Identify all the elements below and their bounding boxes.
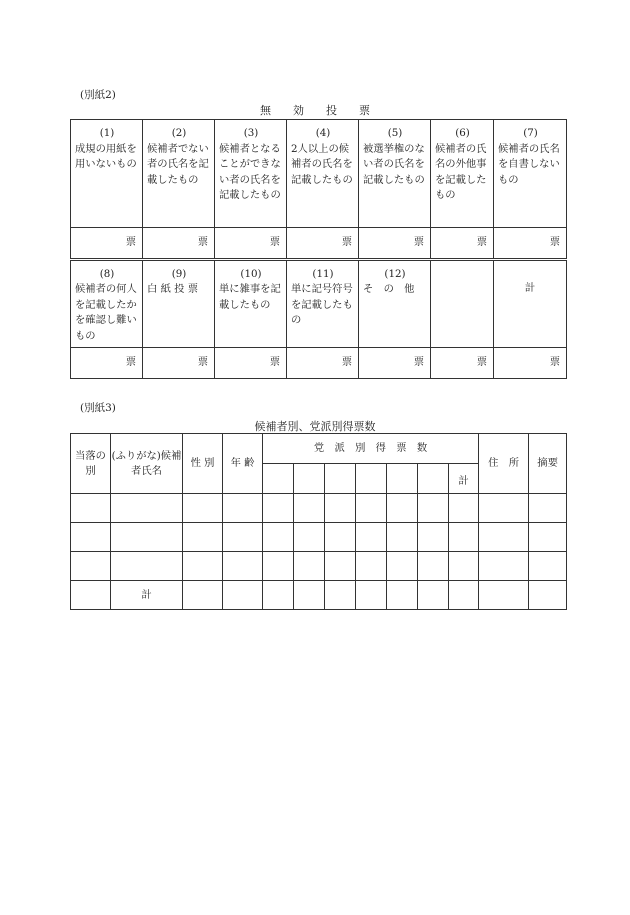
sheet3-label: (別紙3)	[80, 402, 116, 414]
total-label: 計	[111, 581, 183, 610]
table-row	[71, 523, 567, 552]
vote-cell: 票	[71, 228, 143, 259]
header-gender: 性 別	[183, 434, 223, 494]
category-cell: (8) 候補者の何人を記載したかを確認し難いもの	[71, 259, 143, 347]
vote-cell: 票	[215, 228, 287, 259]
category-cell: (5) 被選挙権のない者の氏名を記載したもの	[359, 120, 431, 228]
header-address: 住 所	[479, 434, 529, 494]
sheet2-title: 無 効 投 票	[260, 104, 370, 117]
header-status: 当落の別	[71, 434, 111, 494]
category-cell-empty	[431, 259, 494, 347]
party-column	[387, 464, 418, 494]
party-column	[418, 464, 449, 494]
total-row	[71, 581, 567, 610]
category-row-1	[71, 120, 567, 228]
party-column	[356, 464, 387, 494]
total-label: 計	[494, 259, 567, 347]
sheet3-title: 候補者別、党派別得票数	[254, 420, 376, 433]
invalid-votes-table	[70, 119, 567, 379]
category-cell: (3) 候補者となることができない者の氏名を記載したもの	[215, 120, 287, 228]
header-name: (ふりがな)候補者氏名	[111, 434, 183, 494]
vote-cell: 票	[494, 347, 567, 378]
vote-count-row-2	[71, 347, 567, 378]
party-column	[294, 464, 325, 494]
vote-cell: 票	[431, 347, 494, 378]
table-row	[71, 494, 567, 523]
header-notes: 摘要	[529, 434, 567, 494]
category-cell: (4) 2人以上の候補者の氏名を記載したもの	[287, 120, 359, 228]
category-row-2	[71, 259, 567, 347]
vote-cell: 票	[359, 347, 431, 378]
category-cell: (6) 候補者の氏名の外他事を記載したもの	[431, 120, 494, 228]
category-cell: (2) 候補者でない者の氏名を記載したもの	[143, 120, 215, 228]
vote-cell: 票	[287, 347, 359, 378]
vote-cell: 票	[143, 228, 215, 259]
category-cell: (11) 単に記号符号を記載したもの	[287, 259, 359, 347]
vote-cell: 票	[494, 228, 567, 259]
candidate-votes-table	[70, 433, 567, 610]
party-total-header: 計	[449, 464, 479, 494]
vote-cell: 票	[359, 228, 431, 259]
party-column	[325, 464, 356, 494]
table-row	[71, 552, 567, 581]
vote-cell: 票	[71, 347, 143, 378]
vote-cell: 票	[143, 347, 215, 378]
vote-cell: 票	[431, 228, 494, 259]
header-row-1	[71, 434, 567, 464]
party-column	[263, 464, 294, 494]
category-cell: (10) 単に雑事を記載したもの	[215, 259, 287, 347]
vote-count-row-1	[71, 228, 567, 259]
vote-cell: 票	[215, 347, 287, 378]
header-party-votes: 党 派 別 得 票 数	[263, 434, 479, 464]
vote-cell: 票	[287, 228, 359, 259]
sheet2-label: (別紙2)	[80, 89, 116, 101]
category-cell: (9) 白 紙 投 票	[143, 259, 215, 347]
category-cell: (12) そ の 他	[359, 259, 431, 347]
category-cell: (1) 成規の用紙を用いないもの	[71, 120, 143, 228]
category-cell: (7) 候補者の氏名を自書しないもの	[494, 120, 567, 228]
header-age: 年 齢	[223, 434, 263, 494]
